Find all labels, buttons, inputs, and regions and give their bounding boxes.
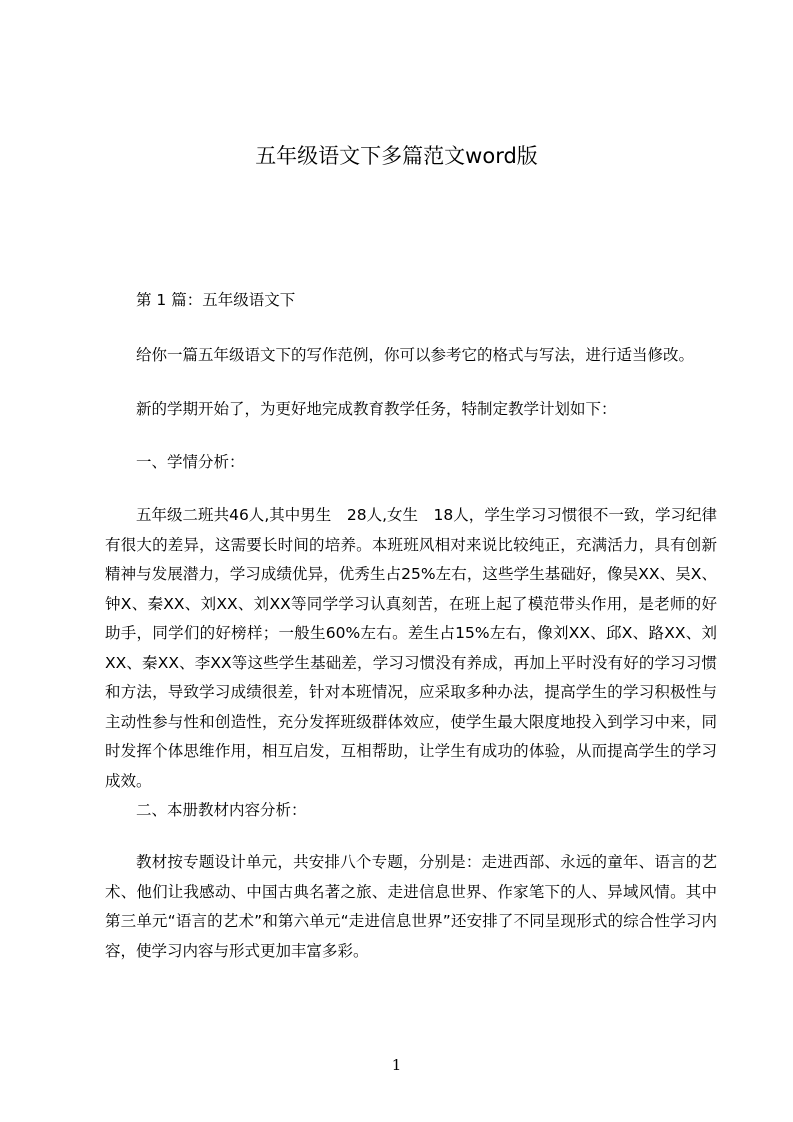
intro-text: 给你一篇五年级语文下的写作范例，你可以参考它的格式与写法，进行适当修改。: [136, 346, 695, 364]
opening-text: 新的学期开始了，为更好地完成教育教学任务，特制定教学计划如下：: [136, 400, 617, 418]
page-number: 1: [391, 1056, 402, 1074]
paragraph-textbook-analysis: 教材按专题设计单元，共安排八个专题，分别是：走进西部、永远的童年、语言的艺术、他们让我感动、中国古典名著之旅、走进信息世界、作家笔下的人、异域风情。其中第三单元“语言的艺术”和第六单元“走进信息世界”还安排了不同呈现形式的综合性学习内容，使学习内容与形式更加丰富多彩。: [105, 853, 717, 960]
heading-textbook-analysis: 二、本册教材内容分析：: [136, 801, 307, 819]
paragraph-student-analysis: 五年级二班共46人,其中男生 28人,女生 18人，学生学习习惯很不一致，学习纪律有很大的差异，这需要长时间的培养。本班班风相对来说比较纯正，充满活力，具有创新精神与发展潜力，学习成绩优异，优秀生占25%左右，这些学生基础好，像吴XX、吴X、钟X、秦XX、刘XX、刘XX等同学学习认真刻苦，在班上起了模范带头作用，是老师的好助手，同学们的好榜样；一般生60%左右。差生占15%左右，像刘XX、邱X、路XX、刘XX、秦XX、李XX等这些学生基础差，学习习惯没有养成，再加上平时没有好的学习习惯和方法，导致学习成绩很差，针对本班情况，应采取多种办法，提高学生的学习积极性与主动性参与性和创造性，充分发挥班级群体效应，使学生最大限度地投入到学习中来，同时发挥个体思维作用，相互启发，互相帮助，让学生有成功的体验，从而提高学生的学习成效。: [105, 506, 717, 790]
section-heading: 第 1 篇：五年级语文下: [136, 291, 296, 309]
document-title: 五年级语文下多篇范文word版: [255, 144, 538, 168]
heading-student-analysis: 一、学情分析：: [136, 453, 245, 471]
